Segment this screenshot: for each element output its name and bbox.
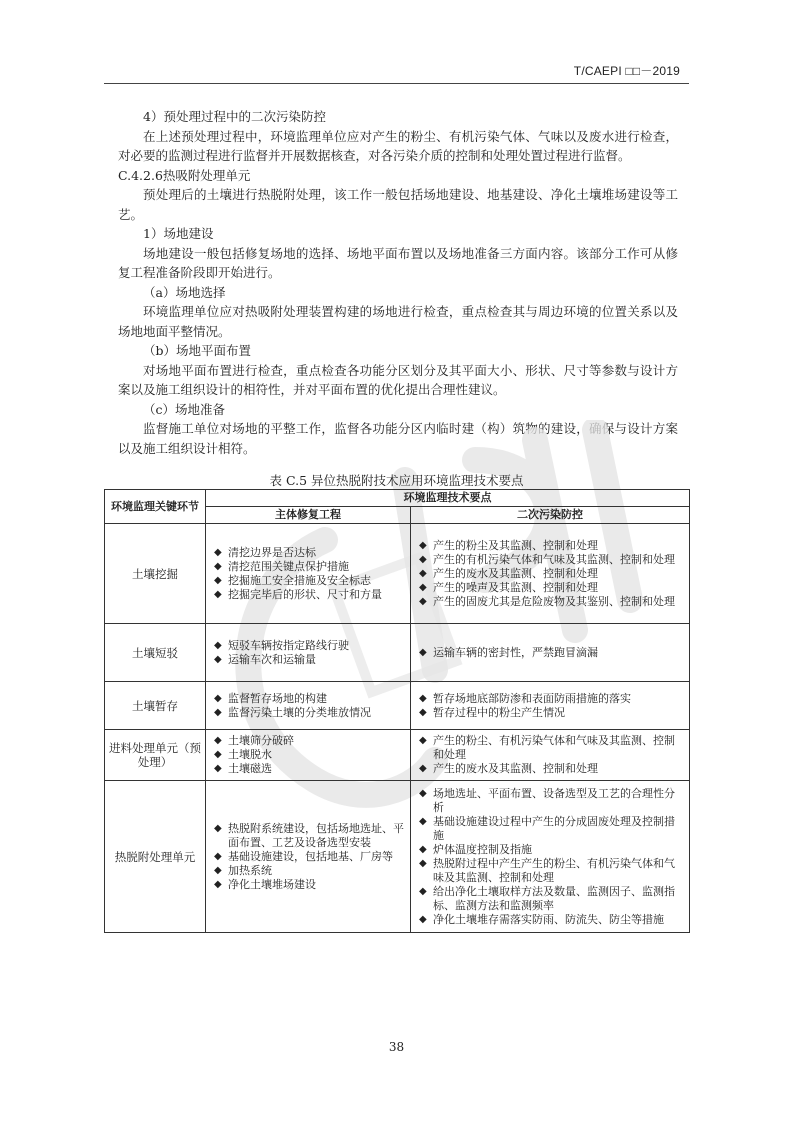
list-item: ◆ 基础设施建设，包括地基、厂房等 (212, 850, 404, 864)
table-row (105, 730, 690, 781)
secondary-cell (411, 524, 690, 624)
header-secondary-pollution: 二次污染防控 (411, 507, 690, 524)
stage-cell: 土壤挖掘 (105, 524, 206, 624)
list-item: ◆ 运输车辆的密封性，严禁跑冒滴漏 (417, 646, 683, 660)
table-row (105, 524, 690, 624)
list-item: ◆ 净化土壤堆存需落实防雨、防流失、防尘等措施 (417, 913, 683, 927)
main-cell (206, 781, 411, 933)
list-item: ◆ 产生的粉尘、有机污染气体和气味及其监测、控制和处理 (417, 734, 683, 762)
list-item: ◆ 土壤筛分破碎 (212, 734, 404, 748)
list-item: ◆ 监督暂存场地的构建 (212, 692, 404, 706)
list-item: ◆ 产生的粉尘及其监测、控制和处理 (417, 539, 683, 553)
list-item: ◆ 加热系统 (212, 864, 404, 878)
secondary-cell (411, 781, 690, 933)
list-item: ◆ 土壤磁选 (212, 762, 404, 776)
paragraph: 在上述预处理过程中，环境监理单位应对产生的粉尘、有机污染气体、气味以及废水进行检查，对必要的监测过程进行监督并开展数据核查，对各污染介质的控制和处理处置过程进行监督。 (118, 128, 678, 163)
stage-cell: 进料处理单元（预处理） (105, 730, 206, 781)
list-item: ◆ 净化土壤堆场建设 (212, 878, 404, 892)
section-heading: C.4.2.6热吸附处理单元 (118, 167, 251, 183)
table-caption: 表 C.5 异位热脱附技术应用环境监理技术要点 (269, 473, 524, 488)
spec-table (104, 489, 690, 933)
main-cell (206, 524, 411, 624)
paragraph: 对场地平面布置进行检查，重点检查各功能分区划分及其平面大小、形状、尺寸等参数与设计方案以及施工组织设计的相符性，并对平面布置的优化提出合理性建议。 (118, 362, 678, 397)
list-item: ◆ 产生的噪声及其监测、控制和处理 (417, 581, 683, 595)
item-heading: （b）场地平面布置 (143, 343, 252, 358)
body-text (118, 107, 678, 458)
list-item: ◆ 监督污染土壤的分类堆放情况 (212, 706, 404, 720)
list-item: ◆ 暂存场地底部防渗和表面防雨措施的落实 (417, 692, 683, 706)
subsection-heading: 4）预处理过程中的二次污染防控 (143, 109, 326, 124)
header-main-remediation: 主体修复工程 (206, 507, 411, 524)
list-item: ◆ 清挖边界是否达标 (212, 546, 404, 560)
table-row (105, 781, 690, 933)
list-item: ◆ 土壤脱水 (212, 748, 404, 762)
list-item: ◆ 产生的有机污染气体和气味及其监测、控制和处理 (417, 553, 683, 567)
list-item: ◆ 运输车次和运输量 (212, 653, 404, 667)
list-item: ◆ 短驳车辆按指定路线行驶 (212, 639, 404, 653)
header-stage: 环境监理关键环节 (105, 490, 206, 524)
item-heading: （a）场地选择 (143, 284, 226, 300)
list-item: ◆ 挖掘施工安全措施及安全标志 (212, 574, 404, 588)
item-heading: （c）场地准备 (143, 401, 226, 417)
list-item: ◆ 热脱附过程中产生产生的粉尘、有机污染气体和气味及其监测、控制和处理 (417, 857, 683, 885)
subsection-heading: 1）场地建设 (143, 226, 214, 241)
secondary-cell (411, 730, 690, 781)
page-number: 38 (388, 1040, 405, 1054)
secondary-cell (411, 682, 690, 730)
main-cell (206, 682, 411, 730)
document-code: T/CAEPI □□－2019 (573, 64, 680, 78)
list-item: ◆ 给出净化土壤取样方法及数量、监测因子、监测指标、监测方法和监测频率 (417, 885, 683, 913)
list-item: ◆ 热脱附系统建设，包括场地选址、平面布置、工艺及设备选型安装 (212, 822, 404, 850)
list-item: ◆ 场地选址、平面布置、设备选型及工艺的合理性分析 (417, 787, 683, 815)
header-points: 环境监理技术要点 (206, 490, 690, 507)
list-item: ◆ 炉体温度控制及指施 (417, 843, 683, 857)
table-row (105, 682, 690, 730)
paragraph: 预处理后的土壤进行热脱附处理，该工作一般包括场地建设、地基建设、净化土壤堆场建设等工艺。 (118, 187, 678, 222)
list-item: ◆ 产生的固废尤其是危险废物及其鉴别、控制和处理 (417, 595, 683, 609)
paragraph: 场地建设一般包括修复场地的选择、场地平面布置以及场地准备三方面内容。该部分工作可从修复工程准备阶段即开始进行。 (118, 245, 678, 280)
main-cell (206, 730, 411, 781)
secondary-cell (411, 624, 690, 682)
list-item: ◆ 基础设施建设过程中产生的分成固废处理及控制措施 (417, 815, 683, 843)
header-rule (104, 83, 689, 84)
list-item: ◆ 清挖范围关键点保护措施 (212, 560, 404, 574)
paragraph: 监督施工单位对场地的平整工作，监督各功能分区内临时建（构）筑物的建设，确保与设计方案以及施工组织设计相符。 (118, 421, 678, 456)
list-item: ◆ 挖掘完毕后的形状、尺寸和方量 (212, 588, 404, 602)
stage-cell: 土壤暂存 (105, 682, 206, 730)
stage-cell: 土壤短驳 (105, 624, 206, 682)
table-row (105, 624, 690, 682)
list-item: ◆ 暂存过程中的粉尘产生情况 (417, 706, 683, 720)
list-item: ◆ 产生的废水及其监测、控制和处理 (417, 762, 683, 776)
paragraph: 环境监理单位应对热吸附处理装置构建的场地进行检查，重点检查其与周边环境的位置关系以及场地地面平整情况。 (118, 304, 678, 339)
stage-cell: 热脱附处理单元 (105, 781, 206, 933)
list-item: ◆ 产生的废水及其监测、控制和处理 (417, 567, 683, 581)
main-cell (206, 624, 411, 682)
